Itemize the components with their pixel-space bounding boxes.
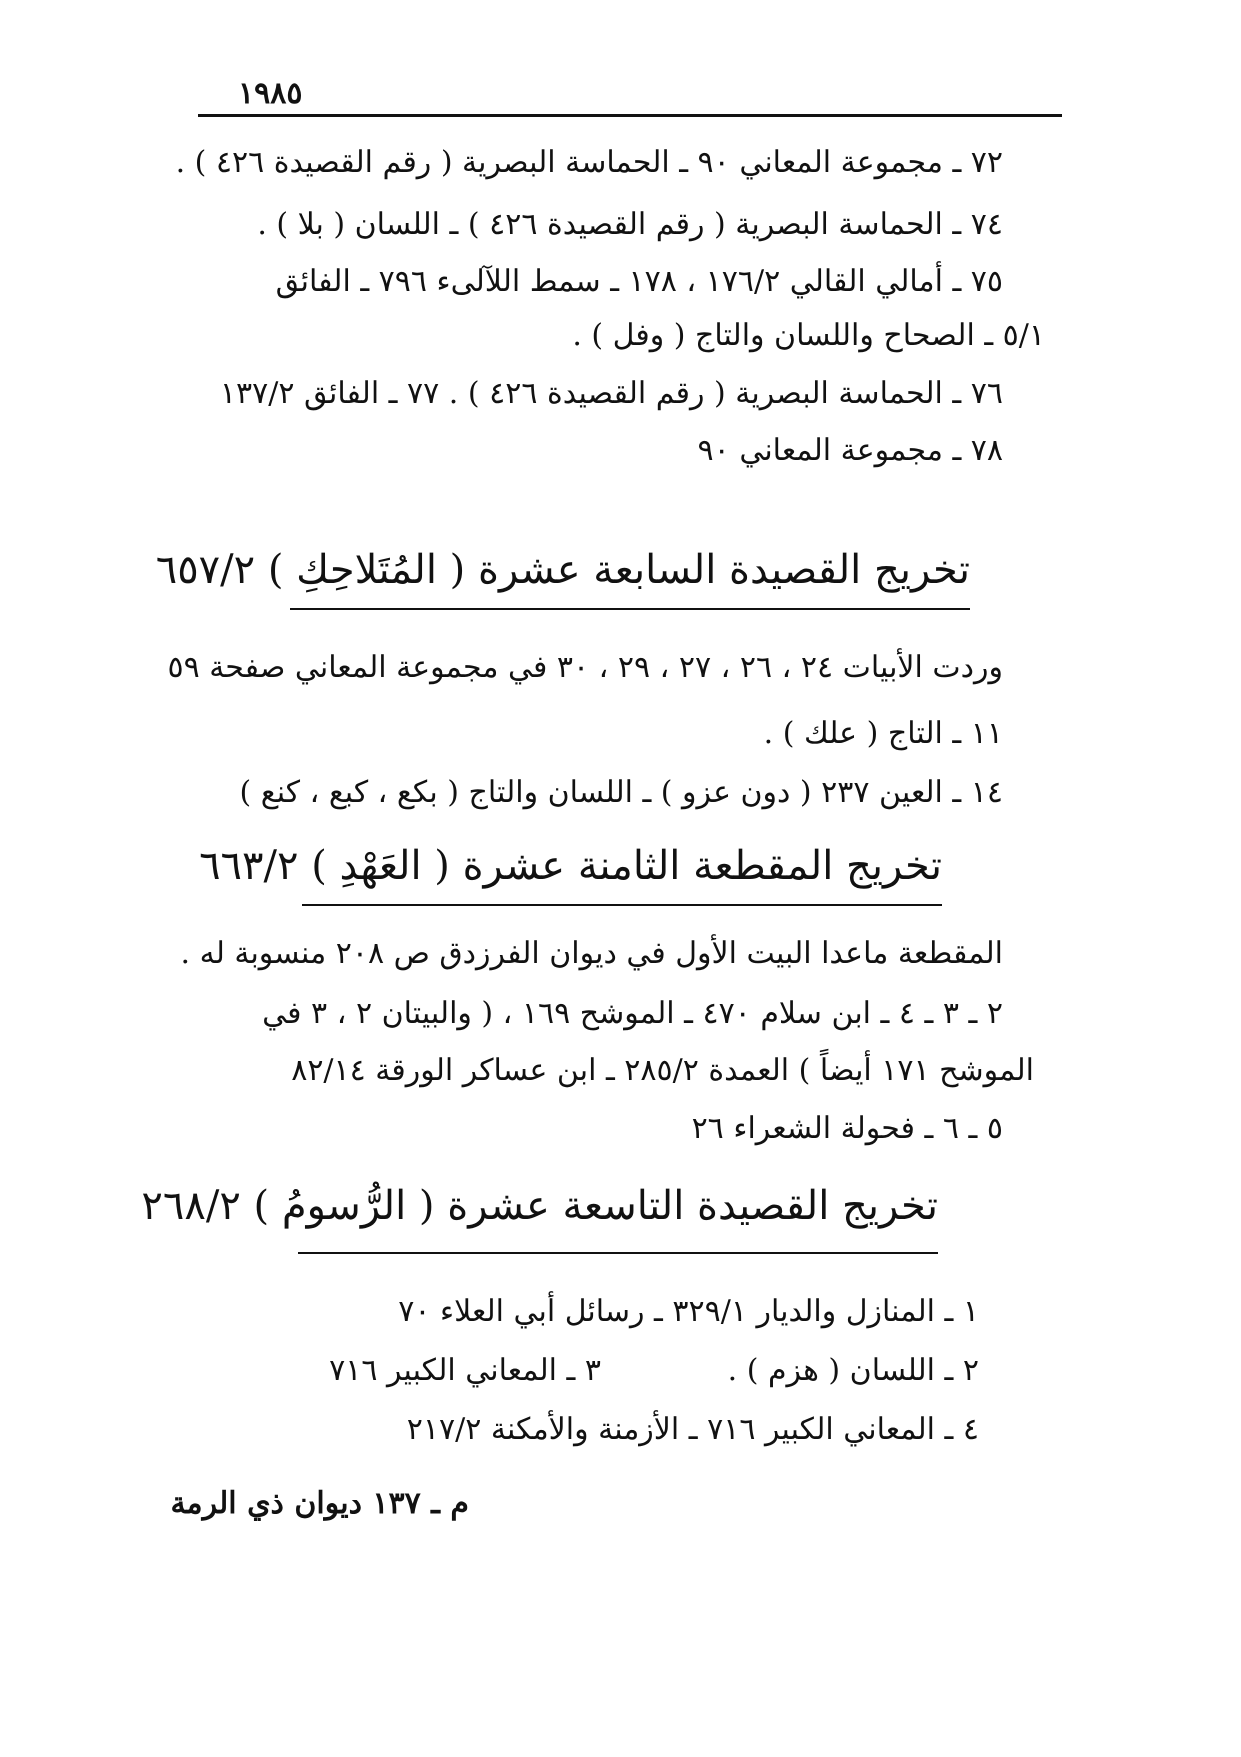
entry-line: المقطعة ماعدا البيت الأول في ديوان الفرزدق ص ٢٠٨ منسوبة له . (180, 936, 1003, 971)
section-heading: تخريج القصيدة التاسعة عشرة ( الرُّسومُ ) ٢٦٨/٢ (141, 1183, 938, 1229)
signature-footer: م ـ ١٣٧ ديوان ذي الرمة (170, 1486, 469, 1521)
header-rule (198, 114, 1062, 117)
entry-line: ٥ ـ ٦ ـ فحولة الشعراء ٢٦ (691, 1111, 1003, 1146)
entry-line: ١٤ ـ العين ٢٣٧ ( دون عزو ) ـ اللسان والتاج ( بكع ، كبع ، كنع ) (239, 775, 1003, 810)
entry-line: ٣ ـ المعاني الكبير ٧١٦ (329, 1353, 601, 1388)
entry-line: ٤ ـ المعاني الكبير ٧١٦ ـ الأزمنة والأمكنة ٢١٧/٢ (406, 1412, 979, 1447)
entry-line: ١١ ـ التاج ( علك ) . (763, 716, 1003, 751)
entry-line: ٢ ـ اللسان ( هزم ) . (727, 1353, 979, 1388)
entry-line: ٢ ـ ٣ ـ ٤ ـ ابن سلام ٤٧٠ ـ الموشح ١٦٩ ، ( والبيتان ٢ ، ٣ في (262, 996, 1003, 1031)
section-heading: تخريج القصيدة السابعة عشرة ( المُتَلاحِكِ ) ٦٥٧/٢ (155, 547, 970, 593)
entry-line: ٧٦ ـ الحماسة البصرية ( رقم القصيدة ٤٢٦ ) . ٧٧ ـ الفائق ١٣٧/٢ (219, 376, 1003, 411)
heading-underline (302, 904, 942, 906)
entry-line: ١ ـ المنازل والديار ٣٢٩/١ ـ رسائل أبي العلاء ٧٠ (398, 1294, 979, 1329)
entry-line: وردت الأبيات ٢٤ ، ٢٦ ، ٢٧ ، ٢٩ ، ٣٠ في مجموعة المعاني صفحة ٥٩ (167, 650, 1003, 685)
entry-line: ٥/١ ـ الصحاح واللسان والتاج ( وفل ) . (572, 318, 1045, 353)
heading-underline (298, 1252, 938, 1254)
entry-line: الموشح ١٧١ أيضاً ) العمدة ٢٨٥/٢ ـ ابن عساكر الورقة ٨٢/١٤ (291, 1053, 1034, 1088)
section-heading: تخريج المقطعة الثامنة عشرة ( العَهْدِ ) ٦٦٣/٢ (199, 843, 942, 889)
entry-line: ٧٢ ـ مجموعة المعاني ٩٠ ـ الحماسة البصرية ( رقم القصيدة ٤٢٦ ) . (175, 145, 1003, 180)
entry-line: ٧٥ ـ أمالي القالي ١٧٦/٢ ، ١٧٨ ـ سمط اللآلىء ٧٩٦ ـ الفائق (275, 264, 1003, 299)
entry-line: ٧٤ ـ الحماسة البصرية ( رقم القصيدة ٤٢٦ ) ـ اللسان ( بلا ) . (257, 207, 1003, 242)
entry-line: ٧٨ ـ مجموعة المعاني ٩٠ (697, 433, 1003, 468)
page-number: ١٩٨٥ (238, 76, 303, 111)
heading-underline (290, 608, 970, 610)
